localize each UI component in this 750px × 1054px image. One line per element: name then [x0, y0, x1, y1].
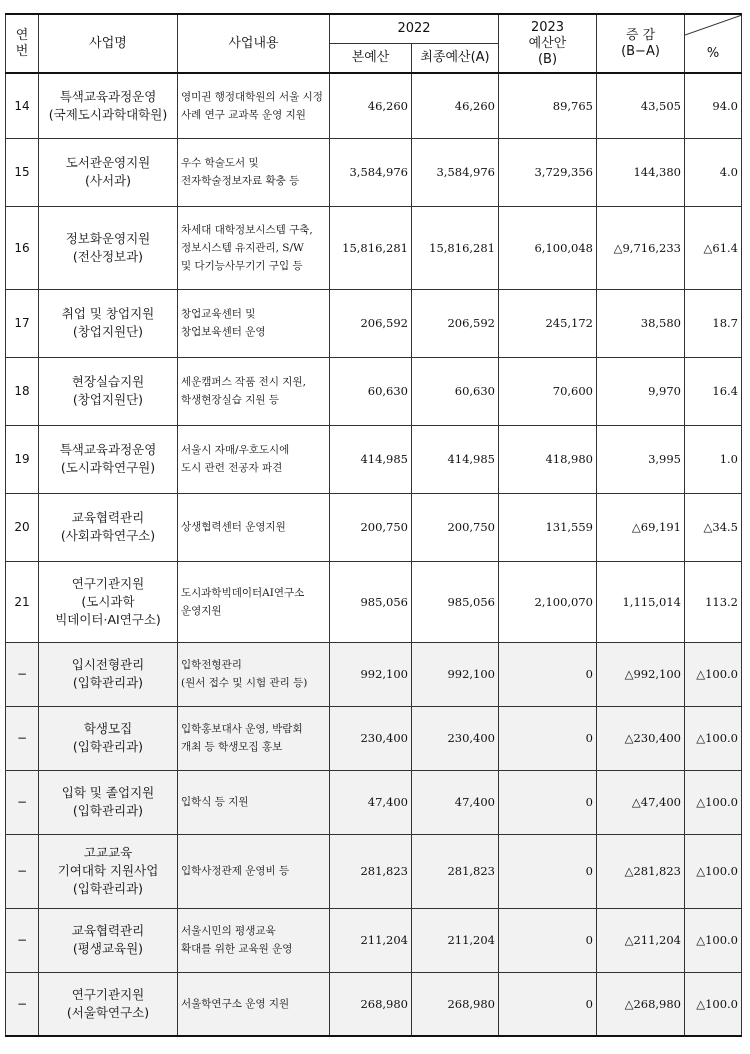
change-percent: △100.0 [685, 706, 742, 770]
change-percent: 18.7 [685, 289, 742, 357]
project-name: 특색교육과정운영 (국제도시과학대학원) [39, 73, 178, 138]
project-description: 입학사정관제 운영비 등 [178, 834, 330, 908]
original-budget: 206,592 [330, 289, 412, 357]
table-row [6, 561, 742, 642]
header-2023: 2023 예산안 (B) [499, 14, 597, 73]
table-row [6, 425, 742, 493]
project-description: 차세대 대학정보시스템 구축, 정보시스템 유지관리, S/W 및 다기능사무기기 구입 등 [178, 206, 330, 289]
final-budget: 200,750 [412, 493, 499, 561]
change-percent: 4.0 [685, 138, 742, 206]
final-budget: 211,204 [412, 908, 499, 972]
budget-table-container [5, 13, 742, 1037]
final-budget: 60,630 [412, 357, 499, 425]
budget-change: △69,191 [597, 493, 685, 561]
original-budget: 60,630 [330, 357, 412, 425]
table-row [6, 642, 742, 706]
budget-2023: 245,172 [499, 289, 597, 357]
original-budget: 46,260 [330, 73, 412, 138]
row-number: 18 [6, 357, 39, 425]
change-percent: 113.2 [685, 561, 742, 642]
budget-2023: 89,765 [499, 73, 597, 138]
original-budget: 992,100 [330, 642, 412, 706]
final-budget: 985,056 [412, 561, 499, 642]
budget-2023: 418,980 [499, 425, 597, 493]
budget-change: △9,716,233 [597, 206, 685, 289]
project-name: 교육협력관리 (사회과학연구소) [39, 493, 178, 561]
project-description: 입학홍보대사 운영, 박람회 개최 등 학생모집 홍보 [178, 706, 330, 770]
row-number: − [6, 908, 39, 972]
header-desc: 사업내용 [178, 14, 330, 73]
final-budget: 47,400 [412, 770, 499, 834]
budget-2023: 0 [499, 972, 597, 1036]
project-name: 특색교육과정운영 (도시과학연구원) [39, 425, 178, 493]
row-number: − [6, 834, 39, 908]
project-name: 입시전형관리 (입학관리과) [39, 642, 178, 706]
change-percent: △100.0 [685, 834, 742, 908]
table-row [6, 706, 742, 770]
row-number: − [6, 770, 39, 834]
row-number: − [6, 642, 39, 706]
project-name: 연구기관지원 (서울학연구소) [39, 972, 178, 1036]
row-number: 15 [6, 138, 39, 206]
budget-change: 1,115,014 [597, 561, 685, 642]
table-row [6, 770, 742, 834]
change-percent: △100.0 [685, 972, 742, 1036]
change-percent: △61.4 [685, 206, 742, 289]
budget-change: △230,400 [597, 706, 685, 770]
row-number: 17 [6, 289, 39, 357]
budget-2023: 6,100,048 [499, 206, 597, 289]
project-name: 학생모집 (입학관리과) [39, 706, 178, 770]
row-number: − [6, 706, 39, 770]
budget-change: 144,380 [597, 138, 685, 206]
project-name: 연구기관지원 (도시과학 빅데이터·AI연구소) [39, 561, 178, 642]
budget-change: △268,980 [597, 972, 685, 1036]
project-description: 입학전형관리 (원서 접수 및 시험 관리 등) [178, 642, 330, 706]
row-number: 19 [6, 425, 39, 493]
budget-table [5, 13, 742, 1037]
original-budget: 268,980 [330, 972, 412, 1036]
project-description: 서울시민의 평생교육 확대를 위한 교육원 운영 [178, 908, 330, 972]
table-row [6, 972, 742, 1036]
budget-change: △211,204 [597, 908, 685, 972]
budget-2023: 0 [499, 908, 597, 972]
budget-2023: 2,100,070 [499, 561, 597, 642]
header-diff: 증 감 (B−A) [597, 14, 685, 73]
final-budget: 15,816,281 [412, 206, 499, 289]
change-percent: △34.5 [685, 493, 742, 561]
project-name: 교육협력관리 (평생교육원) [39, 908, 178, 972]
final-budget: 992,100 [412, 642, 499, 706]
row-number: 21 [6, 561, 39, 642]
table-row [6, 289, 742, 357]
budget-change: 9,970 [597, 357, 685, 425]
project-description: 입학식 등 지원 [178, 770, 330, 834]
project-description: 상생협력센터 운영지원 [178, 493, 330, 561]
final-budget: 46,260 [412, 73, 499, 138]
change-percent: 16.4 [685, 357, 742, 425]
original-budget: 985,056 [330, 561, 412, 642]
diagonal-divider [685, 15, 742, 71]
header-pct [685, 14, 742, 73]
budget-2023: 0 [499, 642, 597, 706]
budget-change: △47,400 [597, 770, 685, 834]
final-budget: 281,823 [412, 834, 499, 908]
final-budget: 414,985 [412, 425, 499, 493]
budget-change: 43,505 [597, 73, 685, 138]
header-no: 연 번 [6, 14, 39, 73]
original-budget: 15,816,281 [330, 206, 412, 289]
project-description: 도시과학빅데이터AI연구소 운영지원 [178, 561, 330, 642]
table-row [6, 834, 742, 908]
project-name: 현장실습지원 (창업지원단) [39, 357, 178, 425]
header-orig: 본예산 [330, 44, 412, 74]
table-row [6, 908, 742, 972]
original-budget: 47,400 [330, 770, 412, 834]
final-budget: 3,584,976 [412, 138, 499, 206]
original-budget: 200,750 [330, 493, 412, 561]
budget-2023: 70,600 [499, 357, 597, 425]
project-description: 서울시 자매/우호도시에 도시 관련 전공자 파견 [178, 425, 330, 493]
final-budget: 268,980 [412, 972, 499, 1036]
final-budget: 230,400 [412, 706, 499, 770]
table-row [6, 73, 742, 138]
budget-table-body [6, 73, 742, 1036]
row-number: 16 [6, 206, 39, 289]
header-2022: 2022 [330, 14, 499, 44]
budget-change: △281,823 [597, 834, 685, 908]
change-percent: △100.0 [685, 642, 742, 706]
table-row [6, 493, 742, 561]
original-budget: 211,204 [330, 908, 412, 972]
change-percent: △100.0 [685, 770, 742, 834]
original-budget: 414,985 [330, 425, 412, 493]
change-percent: △100.0 [685, 908, 742, 972]
header-final: 최종예산(A) [412, 44, 499, 74]
project-name: 정보화운영지원 (전산정보과) [39, 206, 178, 289]
project-name: 도서관운영지원 (사서과) [39, 138, 178, 206]
header-name: 사업명 [39, 14, 178, 73]
project-description: 우수 학술도서 및 전자학술정보자료 확충 등 [178, 138, 330, 206]
table-row [6, 138, 742, 206]
original-budget: 230,400 [330, 706, 412, 770]
budget-change: △992,100 [597, 642, 685, 706]
budget-2023: 131,559 [499, 493, 597, 561]
budget-2023: 0 [499, 834, 597, 908]
budget-change: 3,995 [597, 425, 685, 493]
table-row [6, 206, 742, 289]
budget-2023: 0 [499, 706, 597, 770]
row-number: 20 [6, 493, 39, 561]
row-number: − [6, 972, 39, 1036]
original-budget: 281,823 [330, 834, 412, 908]
header-pct-label: % [706, 45, 720, 61]
budget-2023: 0 [499, 770, 597, 834]
project-description: 영미권 행정대학원의 서울 시정 사례 연구 교과목 운영 지원 [178, 73, 330, 138]
project-description: 창업교육센터 및 창업보육센터 운영 [178, 289, 330, 357]
change-percent: 1.0 [685, 425, 742, 493]
project-name: 입학 및 졸업지원 (입학관리과) [39, 770, 178, 834]
project-description: 서울학연구소 운영 지원 [178, 972, 330, 1036]
budget-change: 38,580 [597, 289, 685, 357]
project-name: 취업 및 창업지원 (창업지원단) [39, 289, 178, 357]
row-number: 14 [6, 73, 39, 138]
original-budget: 3,584,976 [330, 138, 412, 206]
project-name: 고교교육 기여대학 지원사업 (입학관리과) [39, 834, 178, 908]
budget-2023: 3,729,356 [499, 138, 597, 206]
final-budget: 206,592 [412, 289, 499, 357]
change-percent: 94.0 [685, 73, 742, 138]
table-row [6, 357, 742, 425]
project-description: 세운캠퍼스 작품 전시 지원, 학생현장실습 지원 등 [178, 357, 330, 425]
